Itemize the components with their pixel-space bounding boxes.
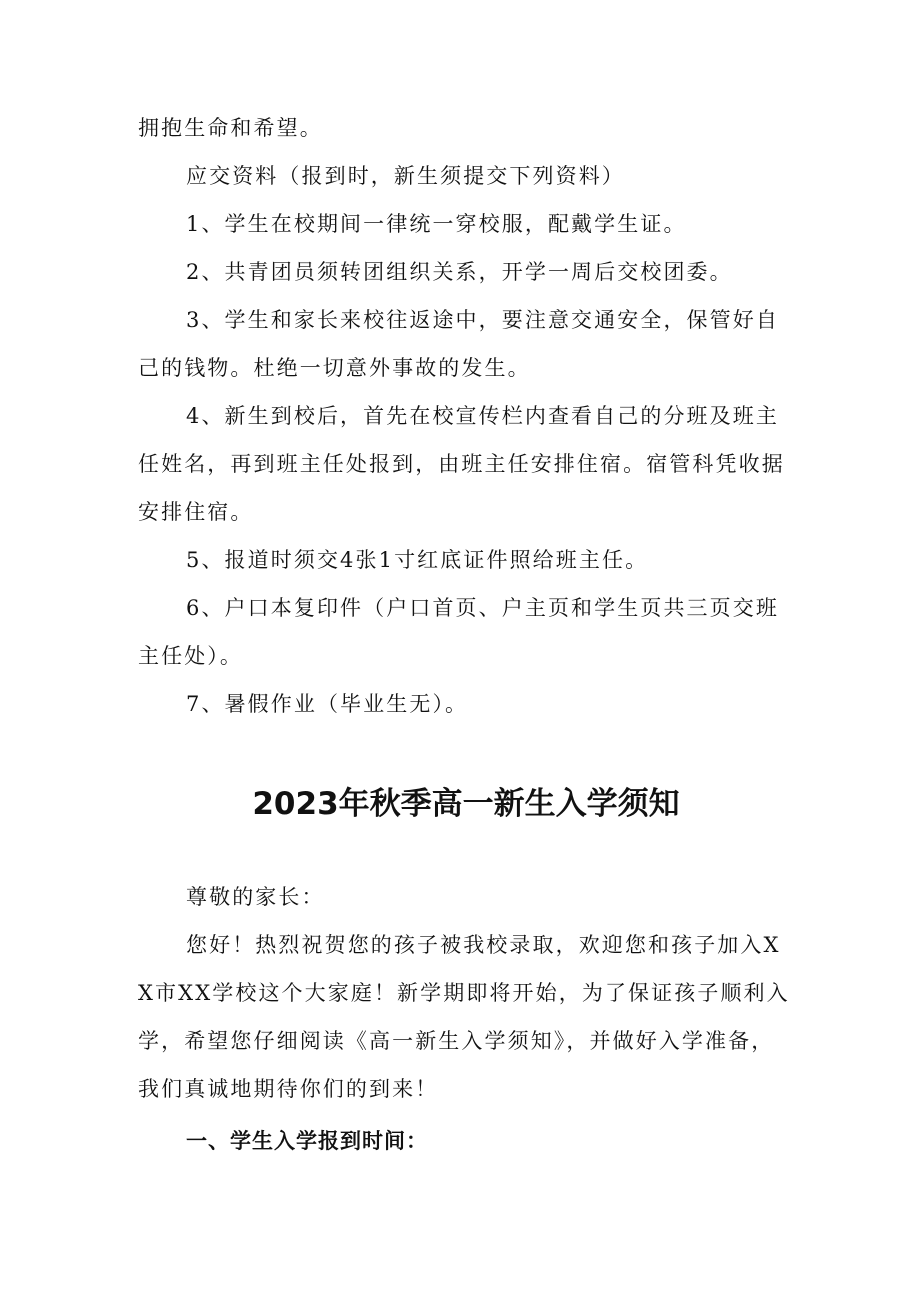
section-heading: 一、学生入学报到时间： — [186, 1129, 428, 1153]
document-title: 2023年秋季高一新生入学须知 — [252, 786, 680, 822]
list-item: 4、新生到校后，首先在校宣传栏内查看自己的分班及班主任姓名，再到班主任处报到，由班主任安排住宿。宿管科凭收据安排住宿。 — [138, 404, 785, 524]
list-item: 7、暑假作业（毕业生无）。 — [186, 692, 469, 716]
list-item: 6、户口本复印件（户口首页、户主页和学生页共三页交班主任处）。 — [138, 596, 779, 668]
materials-intro: 应交资料（报到时，新生须提交下列资料） — [186, 164, 625, 188]
welcome-paragraph: 您好！热烈祝贺您的孩子被我校录取，欢迎您和孩子加入XX市XX学校这个大家庭！新学期即将开始，为了保证孩子顺利入学，希望您仔细阅读《高一新生入学须知》，并做好入学准备，我们真诚地期待你们的到来！ — [138, 933, 790, 1101]
list-item: 1、学生在校期间一律统一穿校服，配戴学生证。 — [186, 212, 687, 236]
greeting: 尊敬的家长： — [186, 885, 325, 909]
list-item: 2、共青团员须转团组织关系，开学一周后交校团委。 — [186, 260, 733, 284]
list-item: 3、学生和家长来校往返途中，要注意交通安全，保管好自己的钱物。杜绝一切意外事故的发生。 — [138, 308, 779, 380]
continued-text: 拥抱生命和希望。 — [138, 116, 323, 140]
list-item: 5、报道时须交4张1寸红底证件照给班主任。 — [186, 548, 649, 572]
document-body — [138, 104, 794, 1165]
